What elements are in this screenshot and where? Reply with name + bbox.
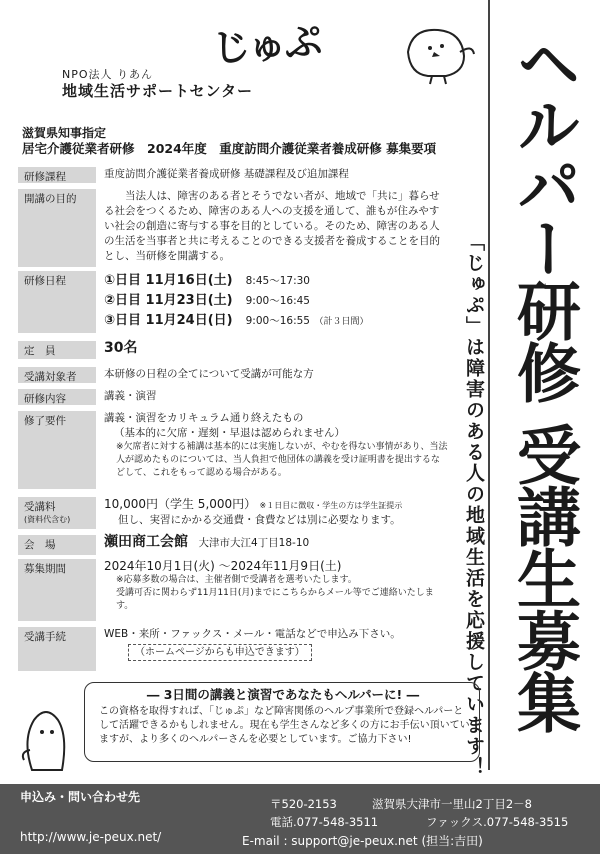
row-label: 受講手続 [18, 627, 96, 671]
callout-box [84, 682, 480, 762]
row-value: 30名 [104, 340, 138, 356]
org-small-name: NPO法人 りあん [62, 68, 154, 81]
row-value: 重度訪問介護従業者養成研修 基礎課程及び追加課程 [104, 168, 349, 180]
row-eligibility [18, 367, 448, 383]
day1-date: ①日目 11月16日(土) [104, 273, 233, 288]
row-value [104, 497, 448, 528]
row-completion [18, 411, 448, 489]
row-value [104, 411, 448, 480]
fee-label-sub: (資料代含む) [24, 515, 71, 524]
fee-extra: 但し、実習にかかる交通費・食費などは別に必要なります。 [118, 514, 401, 526]
row-value: 当法人は、障害のある者とそうでない者が、地域で「共に」暮らせる社会をつくるため、障害のある人への支援を通して、誰もが住みやすい社会の創造に寄与する事を目的としている。そのため、障害のある人の生活を当事者と共に考えることのできる支援者を養成することを目的とし、当研修を開講する。 [104, 190, 440, 262]
mascot-icon [18, 700, 74, 780]
org-name: 地域生活サポートセンター [62, 82, 253, 100]
day3-date: ③日目 11月24日(日) [104, 313, 233, 328]
row-label: 研修課程 [18, 167, 96, 183]
venue-name: 瀬田商工会館 [104, 534, 188, 550]
divider-line [488, 0, 490, 770]
row-value: 本研修の日程の全てについて受講が可能な方 [104, 368, 314, 380]
row-course [18, 167, 448, 183]
intro-heading: 居宅介護従業者研修 2024年度 重度訪問介護従業者養成研修 募集要項 [22, 141, 437, 156]
website-link[interactable]: http://www.je-peux.net/ [20, 830, 162, 844]
completion-main: 講義・演習をカリキュラム通り終えたもの [104, 412, 304, 424]
footer-contact [0, 784, 600, 854]
row-label: 募集期間 [18, 559, 96, 621]
fee-amount: 10,000円（学生 5,000円） [104, 497, 257, 511]
row-label: 受講対象者 [18, 367, 96, 383]
venue-address: 大津市大江4丁目18-10 [198, 537, 310, 549]
row-value: 講義・演習 [104, 390, 157, 402]
phone: 電話.077-548-3511 [270, 815, 379, 829]
total-days: （計３日間） [314, 317, 369, 327]
main-title: ヘルパー研修 受講生募集 [506, 30, 580, 733]
fee-label: 受講料 [24, 501, 56, 513]
bird-mascot-icon [398, 22, 476, 88]
row-value [104, 559, 448, 613]
row-label [18, 497, 96, 529]
period-note2: 受講可否に関わらず11月11日(月)までにこちらからメール等でご連絡いたします。 [116, 588, 434, 611]
completion-note: ※欠席者に対する補講は基本的には実施しないが、やむを得ない事情があり、当法人が認めたものについては、当人負担で他団体の講義を受け証明書を提出するなどして、これをもって認める場合がある。 [116, 442, 448, 478]
fax: ファックス.077-548-3515 [426, 815, 569, 829]
address: 滋賀県大津市一里山2丁目2－8 [372, 797, 532, 811]
row-venue [18, 535, 448, 555]
period-note1: ※応募多数の場合は、主催者側で受講者を選考いたします。 [116, 575, 357, 585]
email-link[interactable]: E-mail : support@je-peux.net (担当:吉田) [242, 834, 483, 848]
row-label: 会 場 [18, 535, 96, 555]
logo: じゅぷ [210, 19, 322, 71]
day1-time: 8:45〜17:30 [245, 275, 310, 287]
row-schedule [18, 271, 448, 333]
row-label: 研修内容 [18, 389, 96, 405]
intro-designation: 滋賀県知事指定 [22, 126, 107, 140]
row-label: 修了要件 [18, 411, 96, 489]
row-value [104, 627, 448, 661]
postal-code: 〒520-2153 [270, 797, 337, 811]
callout-body: この資格を取得すれば、「じゅぷ」など障害関係のヘルプ事業所で登録ヘルパーとして活躍できるかもしれません。現在も学生さんなど多くの方にお手伝い頂いていますが、より多くのヘルパーさんを必要としています。ご協力下さい! [99, 706, 470, 745]
row-procedure [18, 627, 448, 671]
row-purpose [18, 189, 448, 267]
row-label: 定 員 [18, 341, 96, 359]
day2-date: ②日目 11月23日(土) [104, 293, 233, 308]
callout-title: ― 3日間の講義と演習であなたもヘルパーに! ― [146, 687, 420, 702]
row-fee [18, 497, 448, 529]
contact-label: 申込み・問い合わせ先 [20, 790, 141, 804]
day2-time: 9:00〜16:45 [245, 295, 310, 307]
row-label: 開講の目的 [18, 189, 96, 267]
row-value [104, 271, 448, 332]
day3-time: 9:00〜16:55 [245, 315, 310, 327]
period-dates: 2024年10月1日(火) 〜2024年11月9日(土) [104, 559, 342, 573]
subtitle: 「じゅぷ」は障害のある人の地域生活を応援しています！ [463, 232, 485, 778]
procedure-text: WEB・来所・ファックス・メール・電話などで申込み下さい。 [104, 628, 401, 640]
fee-note: ※１日目に徴収・学生の方は学生証提示 [259, 501, 403, 510]
completion-sub: （基本的に欠席・遅刻・早退は認められません） [114, 427, 345, 439]
homepage-apply-link[interactable]: （ホームページからも申込できます） [128, 644, 312, 661]
row-label: 研修日程 [18, 271, 96, 333]
row-value [104, 535, 448, 551]
row-capacity [18, 341, 448, 359]
row-period [18, 559, 448, 621]
row-content [18, 389, 448, 405]
